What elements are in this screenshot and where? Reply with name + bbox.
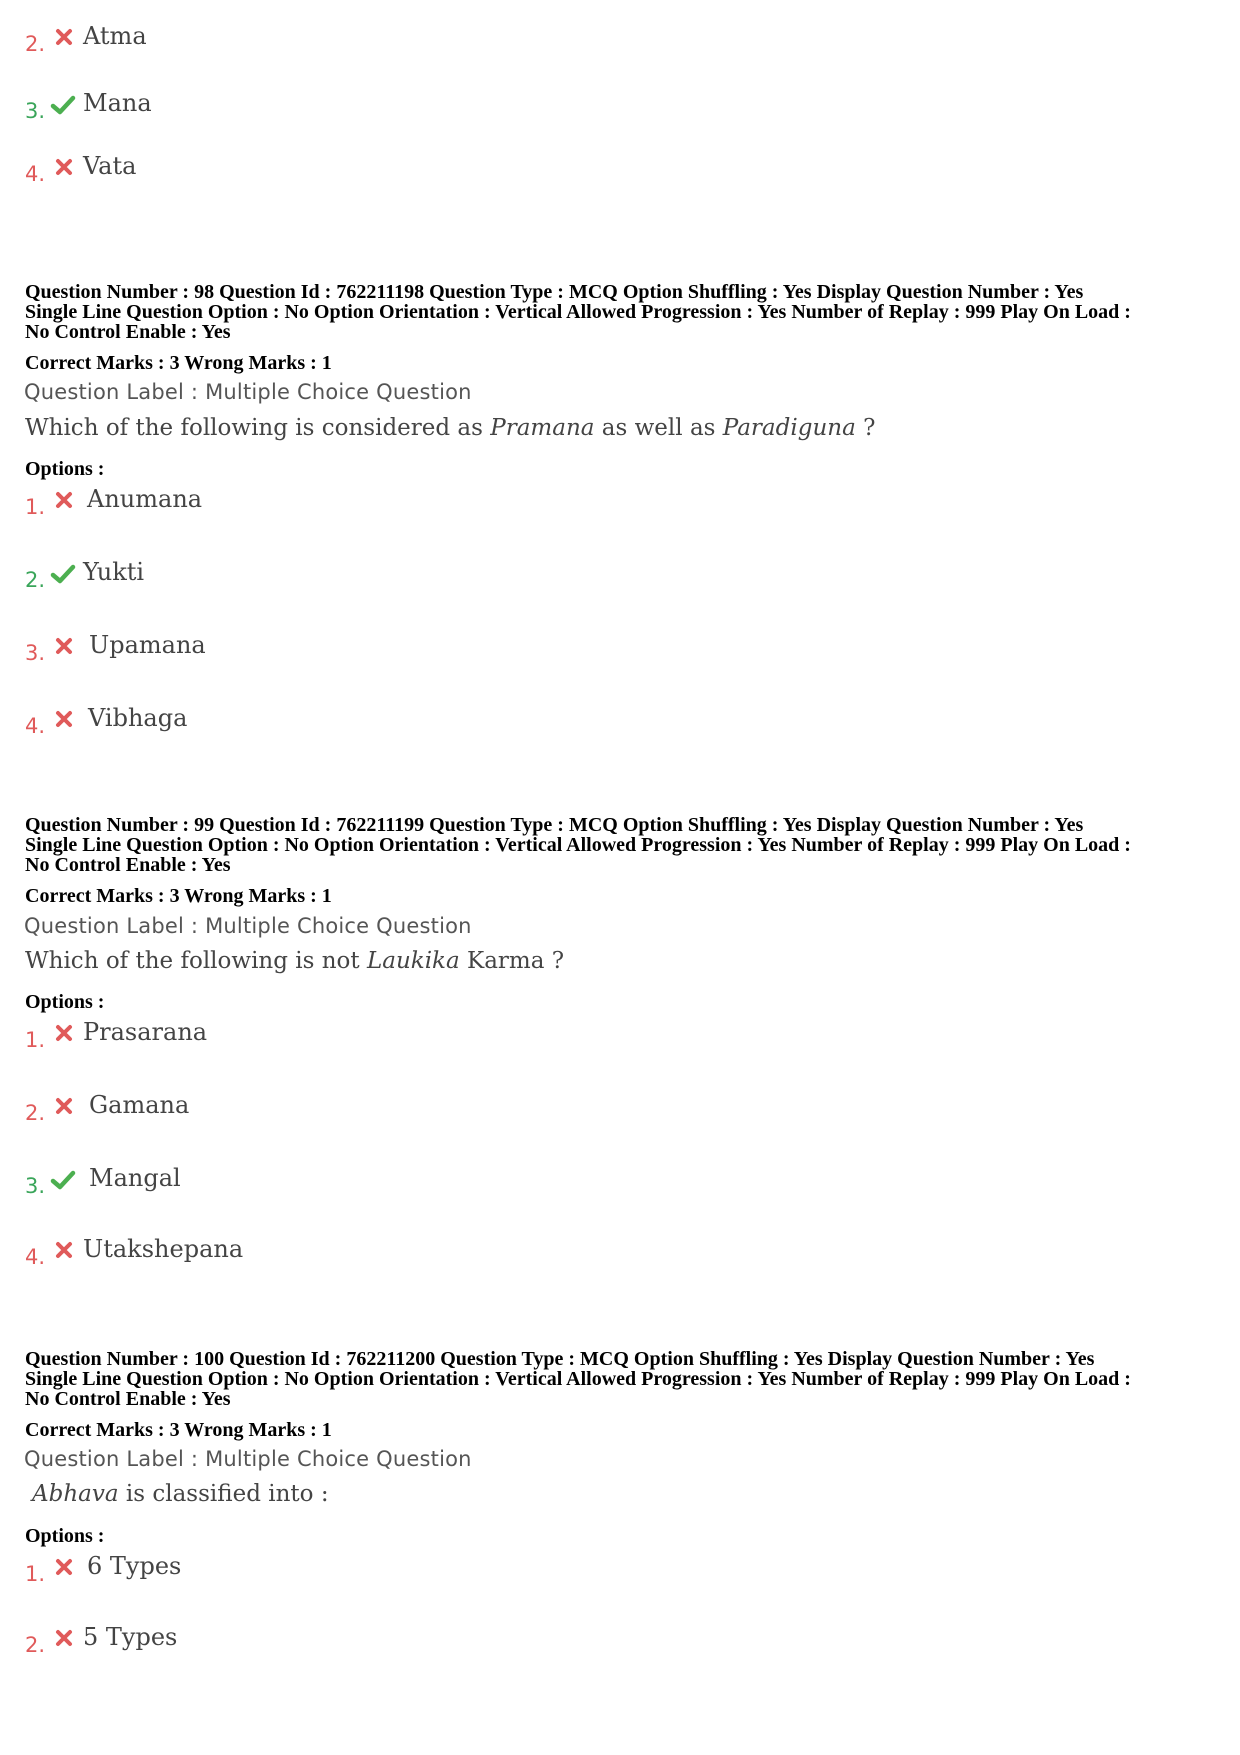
meta-line: Single Line Question Option : No Option Orientation : Vertical Allowed Progression : Yes Number of Replay : 999 Play On Load :: [25, 834, 1131, 856]
option-text: Upamana: [89, 631, 206, 659]
question-label: Question Label : Multiple Choice Question: [24, 914, 472, 938]
options-label: Options :: [25, 458, 105, 480]
option-number: 4.: [25, 714, 46, 738]
option-text: Prasarana: [83, 1018, 208, 1046]
question-text-italic: Pramana: [490, 415, 595, 441]
question-label: Question Label : Multiple Choice Question: [24, 380, 472, 404]
option-number: 2.: [25, 32, 46, 56]
option-text: Gamana: [89, 1091, 190, 1119]
option-number: 4.: [25, 162, 46, 186]
option-text: Vibhaga: [88, 704, 188, 732]
meta-line: Question Number : 98 Question Id : 762211198 Question Type : MCQ Option Shuffling : Yes Display Question Number : Yes: [25, 281, 1084, 303]
question-text-part: Which of the following is considered as: [25, 415, 491, 441]
wrong-cross-icon: [53, 26, 75, 48]
correct-check-icon: [50, 563, 76, 585]
wrong-cross-icon: [53, 1627, 75, 1649]
question-text-italic: Laukika: [366, 948, 460, 974]
question-text-part: Which of the following is not: [25, 948, 367, 974]
option-text: Atma: [83, 22, 147, 50]
option-text: Mana: [83, 89, 152, 117]
option-text: 5 Types: [83, 1623, 178, 1651]
question-text-part: is classified into :: [118, 1481, 329, 1507]
wrong-cross-icon: [53, 489, 75, 511]
question-text: [25, 415, 875, 441]
option-number: 3.: [25, 641, 46, 665]
option-text: Utakshepana: [83, 1235, 244, 1263]
meta-line: Single Line Question Option : No Option Orientation : Vertical Allowed Progression : Yes Number of Replay : 999 Play On Load :: [25, 301, 1131, 323]
options-label: Options :: [25, 991, 105, 1013]
option-number: 1.: [25, 1562, 46, 1586]
option-number: 1.: [25, 495, 46, 519]
meta-line: No Control Enable : Yes: [25, 1388, 231, 1410]
question-text-part: ?: [855, 415, 876, 441]
meta-line: No Control Enable : Yes: [25, 854, 231, 876]
question-meta: [25, 815, 1220, 875]
option-number: 2.: [25, 1101, 46, 1125]
option-text: Mangal: [89, 1164, 181, 1192]
marks-info: Correct Marks : 3 Wrong Marks : 1: [25, 885, 332, 907]
option-number: 2.: [25, 568, 46, 592]
question-text: [25, 948, 564, 974]
option-text: 6 Types: [87, 1552, 182, 1580]
option-number: 2.: [25, 1633, 46, 1657]
question-text: [32, 1481, 329, 1507]
option-number: 1.: [25, 1028, 46, 1052]
option-text: Vata: [83, 152, 137, 180]
question-text-part: Karma ?: [459, 948, 565, 974]
wrong-cross-icon: [53, 708, 75, 730]
wrong-cross-icon: [53, 635, 75, 657]
meta-line: Question Number : 100 Question Id : 762211200 Question Type : MCQ Option Shuffling : Yes Display Question Number : Yes: [25, 1348, 1095, 1370]
question-text-italic: Abhava: [32, 1481, 119, 1507]
wrong-cross-icon: [53, 1239, 75, 1261]
marks-info: Correct Marks : 3 Wrong Marks : 1: [25, 352, 332, 374]
meta-line: Single Line Question Option : No Option Orientation : Vertical Allowed Progression : Yes Number of Replay : 999 Play On Load :: [25, 1368, 1131, 1390]
marks-info: Correct Marks : 3 Wrong Marks : 1: [25, 1419, 332, 1441]
question-text-italic: Paradiguna: [722, 415, 856, 441]
question-meta: [25, 1349, 1220, 1409]
option-number: 4.: [25, 1245, 46, 1269]
option-text: Anumana: [87, 485, 203, 513]
question-text-part: as well as: [594, 415, 723, 441]
option-number: 3.: [25, 99, 46, 123]
question-meta: [25, 282, 1220, 342]
meta-line: No Control Enable : Yes: [25, 321, 231, 343]
wrong-cross-icon: [53, 1556, 75, 1578]
correct-check-icon: [50, 1169, 76, 1191]
correct-check-icon: [50, 94, 76, 116]
option-number: 3.: [25, 1174, 46, 1198]
options-label: Options :: [25, 1525, 105, 1547]
wrong-cross-icon: [53, 1022, 75, 1044]
wrong-cross-icon: [53, 156, 75, 178]
option-text: Yukti: [83, 558, 145, 586]
meta-line: Question Number : 99 Question Id : 762211199 Question Type : MCQ Option Shuffling : Yes Display Question Number : Yes: [25, 814, 1084, 836]
wrong-cross-icon: [53, 1095, 75, 1117]
question-label: Question Label : Multiple Choice Question: [24, 1447, 472, 1471]
